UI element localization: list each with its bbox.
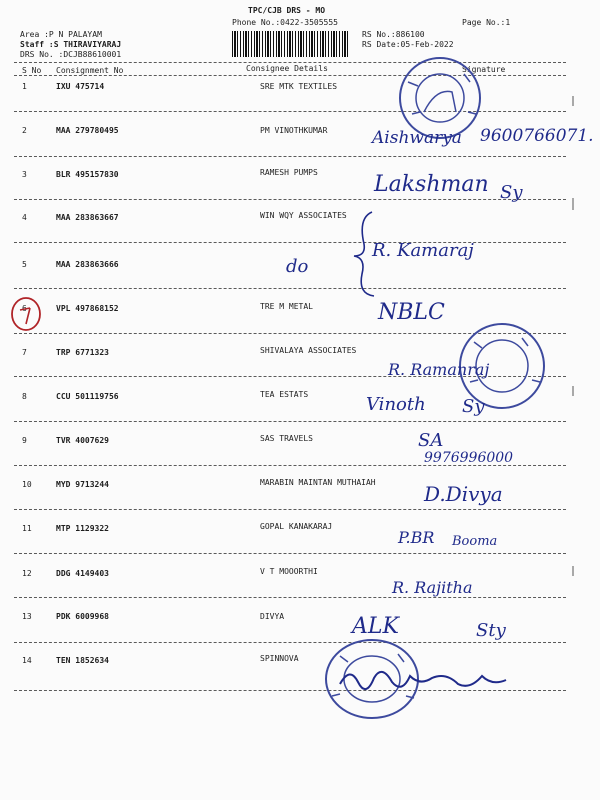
row-consignee: SRE MTK TEXTILES <box>260 82 338 91</box>
handwritten-signature: P.BR <box>398 528 435 547</box>
row-consignee: TEA ESTATS <box>260 390 309 399</box>
handwritten-signature: Vinoth <box>366 394 426 415</box>
row-consignee: DIVYA <box>260 612 285 621</box>
handwritten-signature: Sy <box>462 396 485 417</box>
row-consignee: PM VINOTHKUMAR <box>260 126 328 135</box>
row-consignment-number: MTP 1129322 <box>56 524 109 533</box>
handwritten-signature: Sy <box>500 182 523 203</box>
column-header-consignment: Consignment No <box>56 66 124 75</box>
drs-number: DRS No. :DCJB88610001 <box>20 50 122 59</box>
handwritten-phone: 9976996000 <box>424 450 514 466</box>
row-sno: 7 <box>22 348 27 357</box>
handwritten-phone: 9600766071. <box>480 126 594 146</box>
row-consignment-number: MAA 283863667 <box>56 213 119 222</box>
row-consignment-number: MYD 9713244 <box>56 480 109 489</box>
rs-date: RS Date:05-Feb-2022 <box>362 40 454 49</box>
row-consignment-number: MAA 283863666 <box>56 260 119 269</box>
page-edge-mark <box>572 386 574 396</box>
row-consignee: MARABIN MAINTAN MUTHAIAH <box>260 478 376 487</box>
staff-row <box>20 40 121 49</box>
staff-name: S THIRAVIYARAJ <box>53 40 122 49</box>
handwritten-signature: R. Rajitha <box>392 578 473 597</box>
row-divider <box>14 288 566 289</box>
handwritten-signature: Aishwarya <box>372 128 462 148</box>
row-consignment-number: TVR 4007629 <box>56 436 109 445</box>
row-divider <box>14 509 566 510</box>
barcode-icon <box>232 31 350 57</box>
row-divider <box>14 242 566 243</box>
row-consignment-number: DDG 4149403 <box>56 569 109 578</box>
rs-number: RS No.:886100 <box>362 30 425 39</box>
row-divider <box>14 199 566 200</box>
page-number: Page No.:1 <box>462 18 511 27</box>
row-consignee: GOPAL KANAKARAJ <box>260 522 333 531</box>
row-consignment-number: PDK 6009968 <box>56 612 109 621</box>
row-consignee: SPINNOVA <box>260 654 299 663</box>
row-sno: 11 <box>22 524 32 533</box>
column-header-consignee: Consignee Details <box>246 64 328 73</box>
row-sno: 9 <box>22 436 27 445</box>
handwritten-signature: R. Ramanraj <box>388 360 490 379</box>
row-consignment-number: TEN 1852634 <box>56 656 109 665</box>
row-consignee: WIN WQY ASSOCIATES <box>260 211 347 220</box>
row-consignee: RAMESH PUMPS <box>260 168 318 177</box>
row-divider <box>14 421 566 422</box>
handwritten-signature: SA <box>418 430 444 451</box>
row-sno: 6 <box>22 304 27 313</box>
page-edge-mark <box>572 96 574 106</box>
row-sno: 1 <box>22 82 27 91</box>
row-consignee: V T MOOORTHI <box>260 567 318 576</box>
row-consignee: SAS TRAVELS <box>260 434 313 443</box>
column-header-signature: Signature <box>462 65 506 74</box>
handwritten-signature: Sty <box>476 620 506 641</box>
phone-number: Phone No.:0422-3505555 <box>232 18 338 27</box>
handwritten-signature: ALK <box>352 614 399 639</box>
row-consignment-number: TRP 6771323 <box>56 348 109 357</box>
circled-row-mark-icon <box>8 294 44 334</box>
area-label: Area :P N PALAYAM <box>20 30 102 39</box>
row-consignment-number: VPL 497868152 <box>56 304 119 313</box>
handwritten-signature: R. Kamaraj <box>372 240 474 261</box>
page-edge-mark <box>572 198 574 210</box>
document-title: TPC/CJB DRS - MO <box>248 6 326 15</box>
row-consignment-number: CCU 501119756 <box>56 392 119 401</box>
row-consignment-number: IXU 475714 <box>56 82 105 91</box>
handwritten-signature: Booma <box>452 534 498 549</box>
page-edge-mark <box>572 566 574 576</box>
row-consignee: SHIVALAYA ASSOCIATES <box>260 346 357 355</box>
handwritten-signature: D.Divya <box>424 482 503 506</box>
row-sno: 3 <box>22 170 27 179</box>
column-header-sno: S No <box>22 66 42 75</box>
row-sno: 8 <box>22 392 27 401</box>
row-consignee: TRE M METAL <box>260 302 313 311</box>
row-sno: 13 <box>22 612 32 621</box>
row-divider <box>14 597 566 598</box>
row-sno: 12 <box>22 569 32 578</box>
row-sno: 14 <box>22 656 32 665</box>
handwritten-scribble-icon <box>336 660 516 700</box>
row-consignment-number: MAA 279780495 <box>56 126 119 135</box>
row-sno: 2 <box>22 126 27 135</box>
staff-label: Staff : <box>20 40 54 49</box>
row-sno: 10 <box>22 480 32 489</box>
row-sno: 5 <box>22 260 27 269</box>
row-divider <box>14 156 566 157</box>
row-divider <box>14 642 566 643</box>
row-consignment-number: BLR 495157830 <box>56 170 119 179</box>
row-sno: 4 <box>22 213 27 222</box>
handwritten-signature: do <box>286 256 309 277</box>
row-divider <box>14 553 566 554</box>
handwritten-signature: Lakshman <box>374 172 489 197</box>
handwritten-signature: NBLC <box>378 300 445 325</box>
